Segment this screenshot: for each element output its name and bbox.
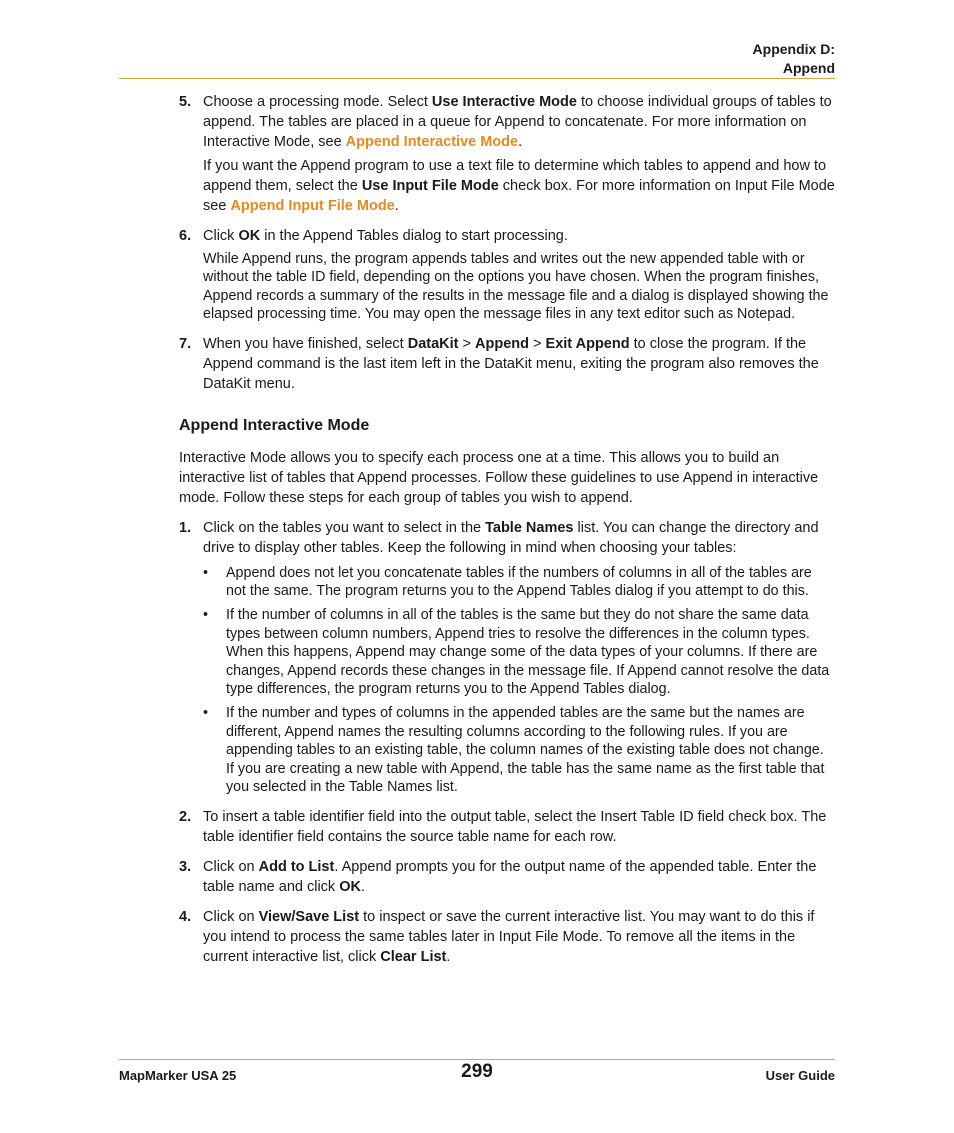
bullet-item xyxy=(203,564,835,601)
bold-term: OK xyxy=(238,228,261,244)
step-6-detail: While Append runs, the program appends tables and writes out the new appended table with or without the table ID field, depending on the options you have chosen. When the program finishes, Append records a summary of the results in the message file and a dialog is displayed showing the elapsed processing time. You may open the message files in any text editor such as Notepad. xyxy=(203,251,829,323)
bold-term: Use Input File Mode xyxy=(361,178,499,194)
step-number: 6. xyxy=(179,228,192,244)
text-run: > xyxy=(458,335,476,352)
bullet-item xyxy=(203,704,835,796)
append-input-file-mode-link[interactable]: Append Input File Mode xyxy=(230,198,395,214)
interactive-step-4 xyxy=(179,907,835,967)
step-number: 2. xyxy=(179,808,192,825)
section-heading: Append Interactive Mode xyxy=(179,416,370,434)
text-run: . Append prompts you for the output name of the appended table. Enter the table name and click xyxy=(203,858,817,895)
step-6 xyxy=(179,226,835,246)
interactive-step-2 xyxy=(179,807,835,847)
bullet-icon: • xyxy=(203,705,209,722)
text-run: Click on the tables you want to select in the xyxy=(203,519,486,536)
document-type: User Guide xyxy=(765,1068,835,1083)
text-run: to choose individual groups of tables to append. The tables are placed in a queue for Append to concatenate. For more information on Interactive Mode, see xyxy=(203,94,832,150)
text-run: to close the program. If the Append command is the last item left in the DataKit menu, exiting the program also removes the DataKit menu. xyxy=(203,335,819,392)
bold-term: View/Save List xyxy=(258,908,360,925)
bullet-item xyxy=(203,606,835,698)
step-number: 7. xyxy=(179,335,192,352)
step-text xyxy=(203,857,835,897)
step-number: 5. xyxy=(179,94,192,110)
text-run: to inspect or save the current interactive list. You may want to do this if you intend to process the same tables later in Input File Mode. To remove all the items in the current interactive list, click xyxy=(203,908,815,965)
text-run: . xyxy=(360,878,365,895)
text-run: When you have finished, select xyxy=(203,335,408,352)
step-text xyxy=(203,156,835,216)
bullet-icon: • xyxy=(203,607,209,624)
step-text xyxy=(203,518,835,558)
text-run: in the Append Tables dialog to start processing. xyxy=(260,228,568,244)
page-number: 299 xyxy=(461,1061,493,1082)
page-header xyxy=(119,40,835,79)
step-number: 1. xyxy=(179,519,192,536)
text-run: . xyxy=(518,134,523,150)
product-name: MapMarker USA 25 xyxy=(119,1068,237,1083)
bold-term: Add to List xyxy=(258,858,335,875)
step-text xyxy=(203,226,835,246)
bold-term: Exit Append xyxy=(545,335,630,352)
step-number: 3. xyxy=(179,858,192,875)
append-interactive-mode-link[interactable]: Append Interactive Mode xyxy=(345,134,519,150)
bold-term: Clear List xyxy=(380,948,447,965)
text-run: . xyxy=(446,948,451,965)
step-7 xyxy=(179,334,835,394)
section-intro: Interactive Mode allows you to specify each process one at a time. This allows you to build an interactive list of tables that Append processes. Follow these guidelines to use Append in interactive mode. Follow these steps for each group of tables you wish to append. xyxy=(179,449,819,506)
step-number: 4. xyxy=(179,908,192,925)
step-text xyxy=(203,334,835,394)
header-line1: Appendix D: xyxy=(752,41,835,57)
bold-term: Append xyxy=(475,335,529,352)
bold-term: Use Interactive Mode xyxy=(431,94,577,110)
text-run: Click on xyxy=(203,858,259,875)
bullet-text: If the number and types of columns in the appended tables are the same but the names are different, Append names the resulting columns according to the following rules. If you are appending tables to an existing table, the column names of the existing table does not change. If you are creating a new table with Append, the table has the same name as the first table that you selected in the Table Names list. xyxy=(226,705,825,796)
bold-term: DataKit xyxy=(407,335,459,352)
text-run: . xyxy=(394,198,399,214)
text-run: If you want the Append program to use a text file to determine which tables to append and how to append them, select the xyxy=(203,158,827,194)
text-run: Click xyxy=(203,228,239,244)
main-content xyxy=(179,92,835,977)
header-line2: Append xyxy=(782,60,835,76)
interactive-step-3 xyxy=(179,857,835,897)
text-run: Click on xyxy=(203,908,259,925)
text-run: check box. For more information on Input File Mode see xyxy=(203,178,835,214)
bullet-icon: • xyxy=(203,564,209,581)
interactive-step-1 xyxy=(179,518,835,558)
text-run: list. You can change the directory and drive to display other tables. Keep the following in mind when choosing your tables: xyxy=(203,519,819,556)
step-5 xyxy=(179,92,835,216)
bold-term: Table Names xyxy=(485,519,574,536)
text-run: > xyxy=(529,335,546,352)
text-run: Choose a processing mode. Select xyxy=(203,94,432,110)
step-text xyxy=(203,907,835,967)
bullet-text: Append does not let you concatenate tables if the numbers of columns in all of the tables are not the same. The program returns you to the Append Tables dialog if you attempt to do this. xyxy=(226,564,812,600)
bold-term: OK xyxy=(339,878,361,895)
header-title xyxy=(753,40,835,78)
step-text xyxy=(203,92,835,152)
step-text: To insert a table identifier field into the output table, select the Insert Table ID field check box. The table identifier field contains the source table name for each row. xyxy=(203,808,827,845)
bullet-text: If the number of columns in all of the tables is the same but they do not share the same data types between column numbers, Append tries to resolve the differences in the column types. When this happens, Append may change some of the data types of your columns. If there are changes, Append records these changes in the message file. If Append cannot resolve the data type differences, the program returns you to the Append Tables dialog. xyxy=(226,607,830,698)
page-footer xyxy=(119,1059,835,1090)
